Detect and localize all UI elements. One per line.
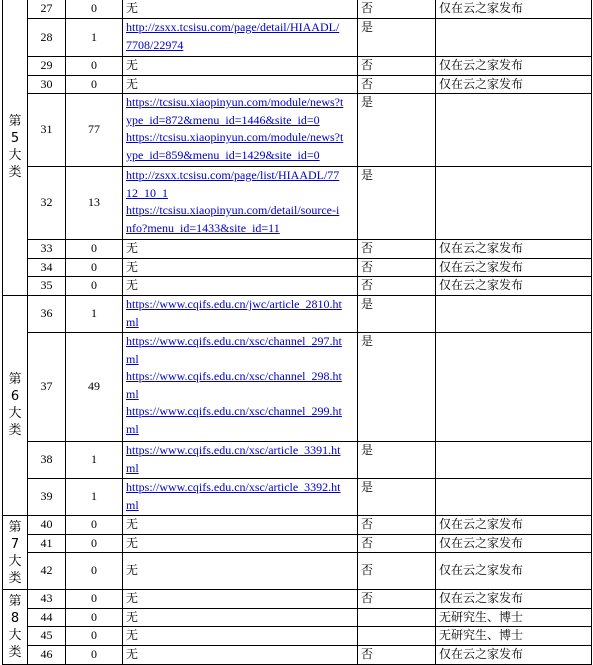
published-flag xyxy=(358,627,436,646)
url-link[interactable]: https://www.cqifs.edu.cn/xsc/article_3391.ht ml xyxy=(126,442,341,475)
item-count: 0 xyxy=(66,258,123,277)
category-char: 7 xyxy=(10,536,20,552)
category-char: 类 xyxy=(8,423,22,439)
link-text: 无 xyxy=(126,563,139,578)
link-text: 无 xyxy=(126,259,139,274)
link-cell xyxy=(123,258,358,277)
link-text: 无 xyxy=(126,646,139,661)
item-count: 0 xyxy=(66,515,123,534)
link-cell xyxy=(123,627,358,646)
link-text: 无 xyxy=(126,76,139,91)
row-number: 31 xyxy=(28,94,66,167)
link-cell xyxy=(123,57,358,76)
item-count: 49 xyxy=(66,332,123,441)
category-char: 大 xyxy=(8,553,22,569)
note-cell xyxy=(436,441,592,478)
note-cell: 仅在云之家发布 xyxy=(436,645,592,664)
link-cell xyxy=(123,608,358,627)
published-flag: 否 xyxy=(358,240,436,259)
table-row xyxy=(3,478,592,515)
row-number: 45 xyxy=(28,627,66,646)
item-count: 1 xyxy=(66,19,123,57)
row-number: 27 xyxy=(28,0,66,19)
table-row xyxy=(3,295,592,332)
url-link[interactable]: https://www.cqifs.edu.cn/xsc/article_3392.ht ml xyxy=(126,479,341,512)
item-count: 1 xyxy=(66,441,123,478)
url-link[interactable]: https://www.cqifs.edu.cn/xsc/channel_299.ht ml xyxy=(126,404,342,436)
row-number: 40 xyxy=(28,515,66,534)
link-text: 无 xyxy=(126,591,139,606)
published-flag xyxy=(358,608,436,627)
item-count: 0 xyxy=(66,645,123,664)
category-char: 8 xyxy=(10,610,20,626)
item-count: 0 xyxy=(66,75,123,94)
item-count: 1 xyxy=(66,295,123,332)
url-link[interactable]: https://tcsisu.xiaopinyun.com/module/news?t ype_id=872&menu_id=1446&site_id=0 xyxy=(126,95,344,127)
published-flag: 否 xyxy=(358,553,436,590)
url-link[interactable]: https://tcsisu.xiaopinyun.com/detail/source-i nfo?menu_id=1433&site_id=11 xyxy=(126,203,340,235)
item-count: 0 xyxy=(66,240,123,259)
note-cell: 仅在云之家发布 xyxy=(436,57,592,76)
link-cell xyxy=(123,645,358,664)
row-number: 28 xyxy=(28,19,66,57)
link-cell xyxy=(123,167,358,240)
link-text: 无 xyxy=(126,516,139,531)
published-flag: 是 xyxy=(358,332,436,441)
table-row xyxy=(3,534,592,553)
link-cell xyxy=(123,332,358,441)
row-number: 41 xyxy=(28,534,66,553)
item-count: 1 xyxy=(66,478,123,515)
link-text: 无 xyxy=(126,58,139,72)
link-cell xyxy=(123,94,358,167)
item-count: 0 xyxy=(66,590,123,609)
row-number: 46 xyxy=(28,645,66,664)
link-text: 无 xyxy=(126,0,139,15)
table-row xyxy=(3,75,592,94)
link-text: 无 xyxy=(126,241,139,256)
url-link[interactable]: https://www.cqifs.edu.cn/xsc/channel_298.ht ml xyxy=(126,369,342,401)
category-cell xyxy=(3,0,28,295)
table-row xyxy=(3,57,592,76)
link-text: 无 xyxy=(126,628,139,643)
data-table xyxy=(2,0,592,665)
note-cell: 无研究生、博士 xyxy=(436,608,592,627)
published-flag: 否 xyxy=(358,57,436,76)
table-row xyxy=(3,258,592,277)
row-number: 37 xyxy=(28,332,66,441)
link-cell xyxy=(123,515,358,534)
link-cell xyxy=(123,553,358,590)
link-text: 无 xyxy=(126,278,139,293)
note-cell: 仅在云之家发布 xyxy=(436,75,592,94)
table-row xyxy=(3,627,592,646)
note-cell: 仅在云之家发布 xyxy=(436,240,592,259)
row-number: 39 xyxy=(28,478,66,515)
row-number: 35 xyxy=(28,277,66,296)
item-count: 0 xyxy=(66,277,123,296)
note-cell: 仅在云之家发布 xyxy=(436,534,592,553)
category-char: 第 xyxy=(8,372,22,388)
published-flag: 否 xyxy=(358,515,436,534)
row-number: 43 xyxy=(28,590,66,609)
note-cell: 仅在云之家发布 xyxy=(436,258,592,277)
url-link[interactable]: https://www.cqifs.edu.cn/jwc/article_2810.ht ml xyxy=(126,296,342,329)
table-row xyxy=(3,441,592,478)
published-flag: 是 xyxy=(358,478,436,515)
link-cell xyxy=(123,277,358,296)
link-cell xyxy=(123,478,358,515)
table-row xyxy=(3,515,592,534)
published-flag: 否 xyxy=(358,645,436,664)
table-row xyxy=(3,240,592,259)
note-cell: 无研究生、博士 xyxy=(436,627,592,646)
note-cell: 仅在云之家发布 xyxy=(436,590,592,609)
published-flag: 否 xyxy=(358,0,436,19)
item-count: 77 xyxy=(66,94,123,167)
url-link[interactable]: http://zsxx.tcsisu.com/page/detail/HIAADL/ 7708/22974 xyxy=(126,20,340,52)
url-link[interactable]: https://www.cqifs.edu.cn/xsc/channel_297.ht ml xyxy=(126,333,342,366)
category-cell xyxy=(3,515,28,589)
category-cell xyxy=(3,590,28,664)
table-row xyxy=(3,590,592,609)
link-cell xyxy=(123,295,358,332)
row-number: 29 xyxy=(28,57,66,76)
item-count: 0 xyxy=(66,0,123,19)
note-cell xyxy=(436,478,592,515)
note-cell: 仅在云之家发布 xyxy=(436,277,592,296)
item-count: 0 xyxy=(66,553,123,590)
link-cell xyxy=(123,534,358,553)
published-flag: 否 xyxy=(358,590,436,609)
item-count: 13 xyxy=(66,167,123,240)
link-cell xyxy=(123,19,358,57)
category-char: 5 xyxy=(10,130,20,146)
row-number: 30 xyxy=(28,75,66,94)
note-cell xyxy=(436,19,592,57)
table-row xyxy=(3,645,592,664)
published-flag: 否 xyxy=(358,75,436,94)
category-char: 大 xyxy=(8,147,22,163)
category-char: 第 xyxy=(8,519,22,535)
table-row xyxy=(3,332,592,441)
row-number: 33 xyxy=(28,240,66,259)
category-char: 类 xyxy=(8,164,22,180)
note-cell xyxy=(436,167,592,240)
link-cell xyxy=(123,441,358,478)
item-count: 0 xyxy=(66,534,123,553)
category-char: 第 xyxy=(8,113,22,129)
link-cell xyxy=(123,240,358,259)
category-char: 第 xyxy=(8,593,22,609)
published-flag: 否 xyxy=(358,258,436,277)
published-flag: 否 xyxy=(358,534,436,553)
note-cell xyxy=(436,94,592,167)
table-row xyxy=(3,19,592,57)
published-flag: 是 xyxy=(358,19,436,57)
row-number: 36 xyxy=(28,295,66,332)
row-number: 32 xyxy=(28,167,66,240)
row-number: 44 xyxy=(28,608,66,627)
category-cell xyxy=(3,295,28,515)
row-number: 34 xyxy=(28,258,66,277)
link-cell xyxy=(123,0,358,19)
note-cell xyxy=(436,295,592,332)
published-flag: 是 xyxy=(358,441,436,478)
row-number: 42 xyxy=(28,553,66,590)
url-link[interactable]: https://tcsisu.xiaopinyun.com/module/news?t ype_id=859&menu_id=1429&site_id=0 xyxy=(126,130,344,162)
note-cell: 仅在云之家发布 xyxy=(436,553,592,590)
item-count: 0 xyxy=(66,608,123,627)
category-char: 6 xyxy=(10,389,20,405)
published-flag: 否 xyxy=(358,277,436,296)
table-row xyxy=(3,608,592,627)
table-row xyxy=(3,0,592,19)
category-char: 类 xyxy=(8,570,22,586)
table-row xyxy=(3,277,592,296)
table-row xyxy=(3,94,592,167)
table-body xyxy=(3,0,592,664)
category-char: 大 xyxy=(8,627,22,643)
link-text: 无 xyxy=(126,535,139,550)
note-cell: 仅在云之家发布 xyxy=(436,515,592,534)
link-cell xyxy=(123,75,358,94)
link-cell xyxy=(123,590,358,609)
link-text: 无 xyxy=(126,609,139,624)
published-flag: 是 xyxy=(358,295,436,332)
note-cell: 仅在云之家发布 xyxy=(436,0,592,19)
table-row xyxy=(3,167,592,240)
item-count: 0 xyxy=(66,627,123,646)
note-cell xyxy=(436,332,592,441)
url-link[interactable]: http://zsxx.tcsisu.com/page/list/HIAADL/77 12_10_1 xyxy=(126,168,340,200)
row-number: 38 xyxy=(28,441,66,478)
category-char: 类 xyxy=(8,644,22,660)
published-flag: 是 xyxy=(358,167,436,240)
category-char: 大 xyxy=(8,406,22,422)
table-row xyxy=(3,553,592,590)
published-flag: 是 xyxy=(358,94,436,167)
item-count: 0 xyxy=(66,57,123,76)
